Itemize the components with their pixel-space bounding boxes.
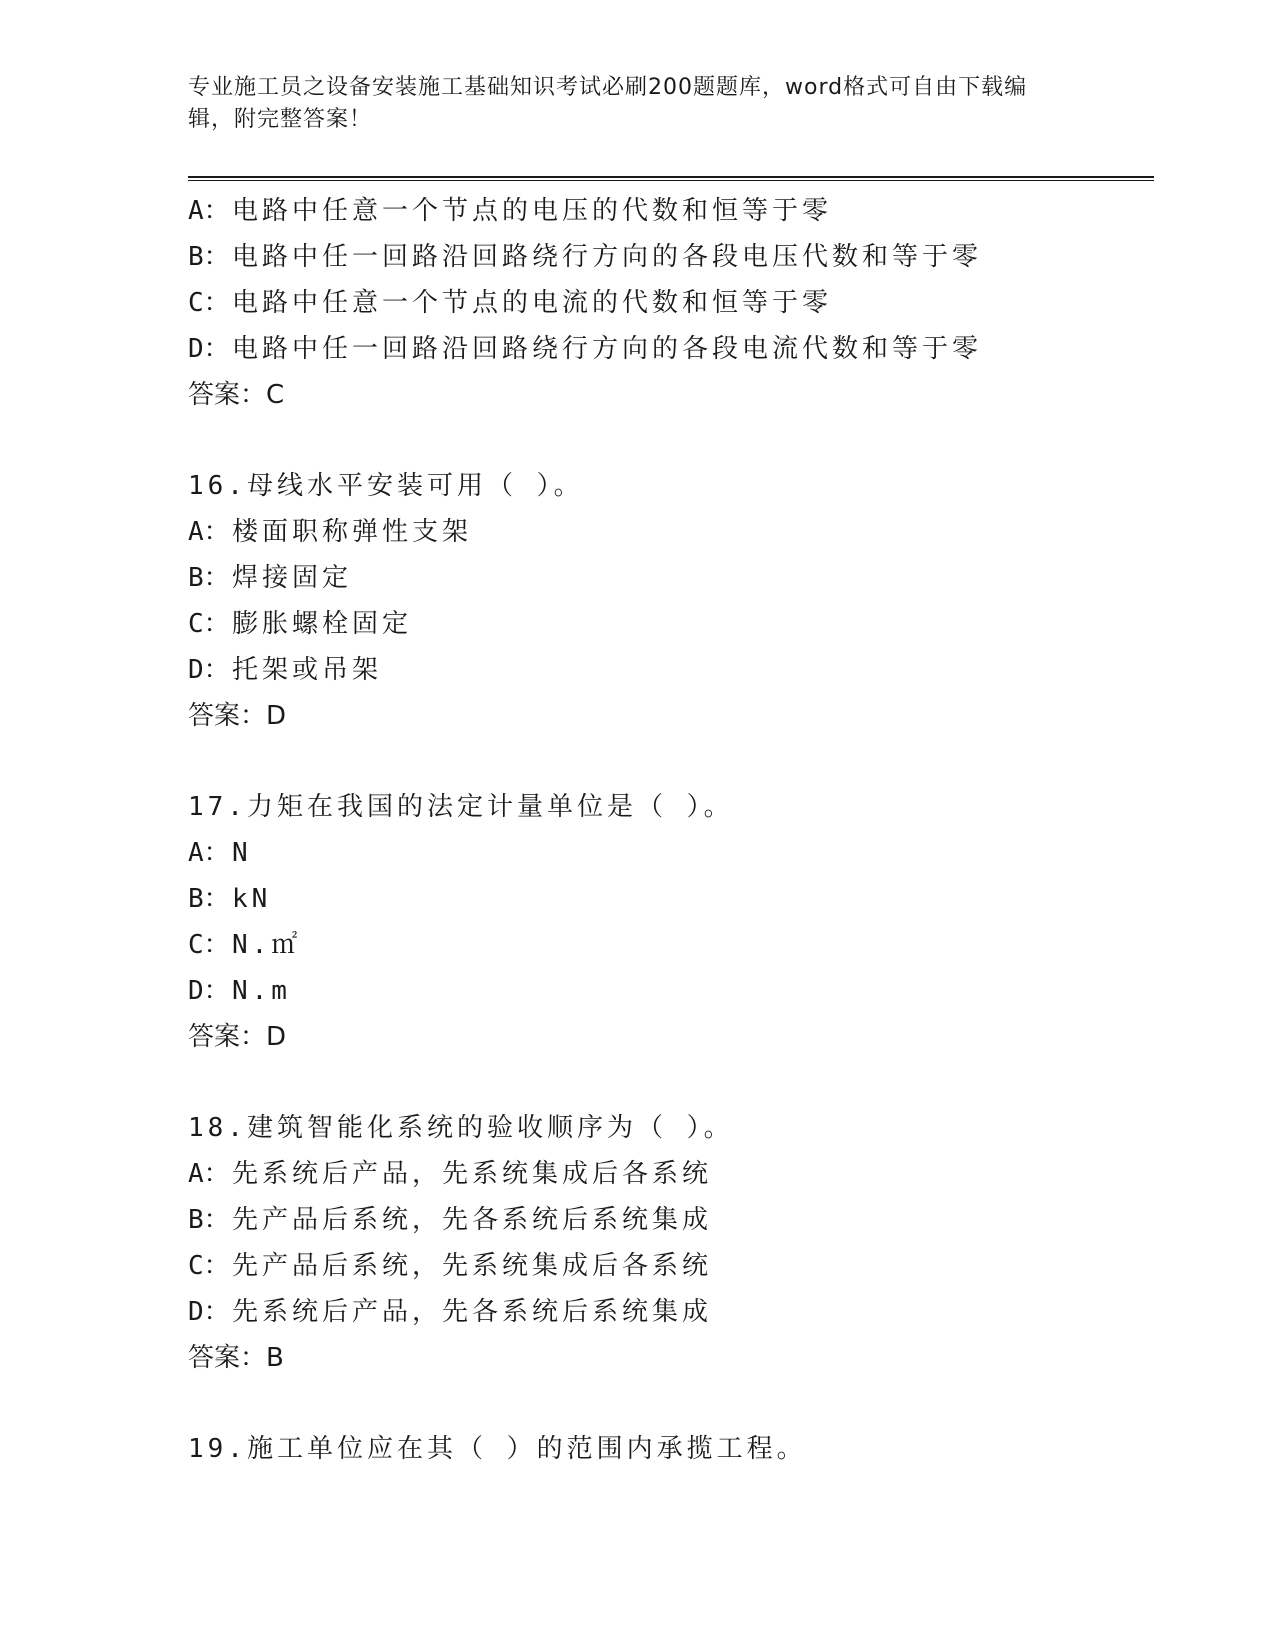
answer-line: [188, 1335, 1154, 1381]
option-line: [188, 601, 1154, 647]
option-text: 电路中任意一个节点的电压的代数和恒等于零: [232, 196, 833, 226]
question-block: [188, 188, 1154, 418]
answer-value: C: [266, 380, 286, 410]
option-key: B：: [188, 563, 230, 593]
option-line: [188, 647, 1154, 693]
option-text: 先系统后产品，先系统集成后各系统: [232, 1159, 713, 1189]
answer-line: [188, 693, 1154, 739]
option-line: [188, 876, 1154, 922]
option-key: D：: [188, 655, 230, 685]
option-line: [188, 280, 1154, 326]
option-key: C：: [188, 288, 230, 318]
option-text: 电路中任意一个节点的电流的代数和恒等于零: [232, 288, 833, 318]
option-line: [188, 1151, 1154, 1197]
option-key: D：: [188, 976, 230, 1006]
answer-label: 答案：: [188, 380, 267, 410]
question-text: 17.力矩在我国的法定计量单位是（ ）。: [188, 792, 734, 822]
answer-line: [188, 1014, 1154, 1060]
answer-value: D: [266, 701, 288, 731]
option-key: D：: [188, 1297, 230, 1327]
answer-label: 答案：: [188, 1343, 267, 1373]
option-line: [188, 830, 1154, 876]
option-text: 电路中任一回路沿回路绕行方向的各段电流代数和等于零: [232, 334, 983, 364]
option-text: 托架或吊架: [232, 655, 383, 685]
question-text: 16.母线水平安装可用（ ）。: [188, 471, 584, 501]
option-line: [188, 1197, 1154, 1243]
document-title: 专业施工员之设备安装施工基础知识考试必刷200题题库，word格式可自由下载编辑，附完整答案！: [188, 75, 1028, 132]
option-text: 电路中任一回路沿回路绕行方向的各段电压代数和等于零: [232, 242, 983, 272]
option-text: 楼面职称弹性支架: [232, 517, 473, 547]
option-key: B：: [188, 1205, 230, 1235]
option-line: [188, 968, 1154, 1014]
question-block: [188, 784, 1154, 1060]
option-line: [188, 1243, 1154, 1289]
answer-value: B: [266, 1343, 285, 1373]
option-line: [188, 326, 1154, 372]
option-key: A：: [188, 1159, 230, 1189]
header-divider: [188, 176, 1154, 181]
answer-label: 答案：: [188, 1022, 267, 1052]
option-key: C：: [188, 930, 230, 960]
question-block: [188, 1426, 1154, 1472]
answer-label: 答案：: [188, 701, 267, 731]
option-line: [188, 509, 1154, 555]
question-block: [188, 1105, 1154, 1381]
page-header: [188, 72, 1068, 136]
option-text: N.㎡: [232, 930, 302, 960]
option-key: A：: [188, 838, 230, 868]
option-line: [188, 1289, 1154, 1335]
option-key: B：: [188, 884, 230, 914]
option-text: 先产品后系统，先各系统后系统集成: [232, 1205, 713, 1235]
question-text: 18.建筑智能化系统的验收顺序为（ ）。: [188, 1113, 734, 1143]
option-text: 先系统后产品，先各系统后系统集成: [232, 1297, 713, 1327]
option-key: C：: [188, 1251, 230, 1281]
option-line: [188, 234, 1154, 280]
answer-line: [188, 372, 1154, 418]
option-text: 焊接固定: [232, 563, 353, 593]
option-line: [188, 188, 1154, 234]
option-text: 先产品后系统，先系统集成后各系统: [232, 1251, 713, 1281]
option-text: N: [232, 838, 252, 868]
answer-value: D: [266, 1022, 288, 1052]
question-text: 19.施工单位应在其（ ）的范围内承揽工程。: [188, 1434, 807, 1464]
question-list: [188, 188, 1154, 1517]
option-key: A：: [188, 517, 230, 547]
option-text: 膨胀螺栓固定: [232, 609, 413, 639]
option-line: [188, 555, 1154, 601]
option-text: N.m: [232, 976, 291, 1006]
option-key: D：: [188, 334, 230, 364]
question-block: [188, 463, 1154, 739]
option-key: B：: [188, 242, 230, 272]
option-line: [188, 922, 1154, 968]
option-key: C：: [188, 609, 230, 639]
option-text: kN: [232, 884, 272, 914]
option-key: A：: [188, 196, 230, 226]
